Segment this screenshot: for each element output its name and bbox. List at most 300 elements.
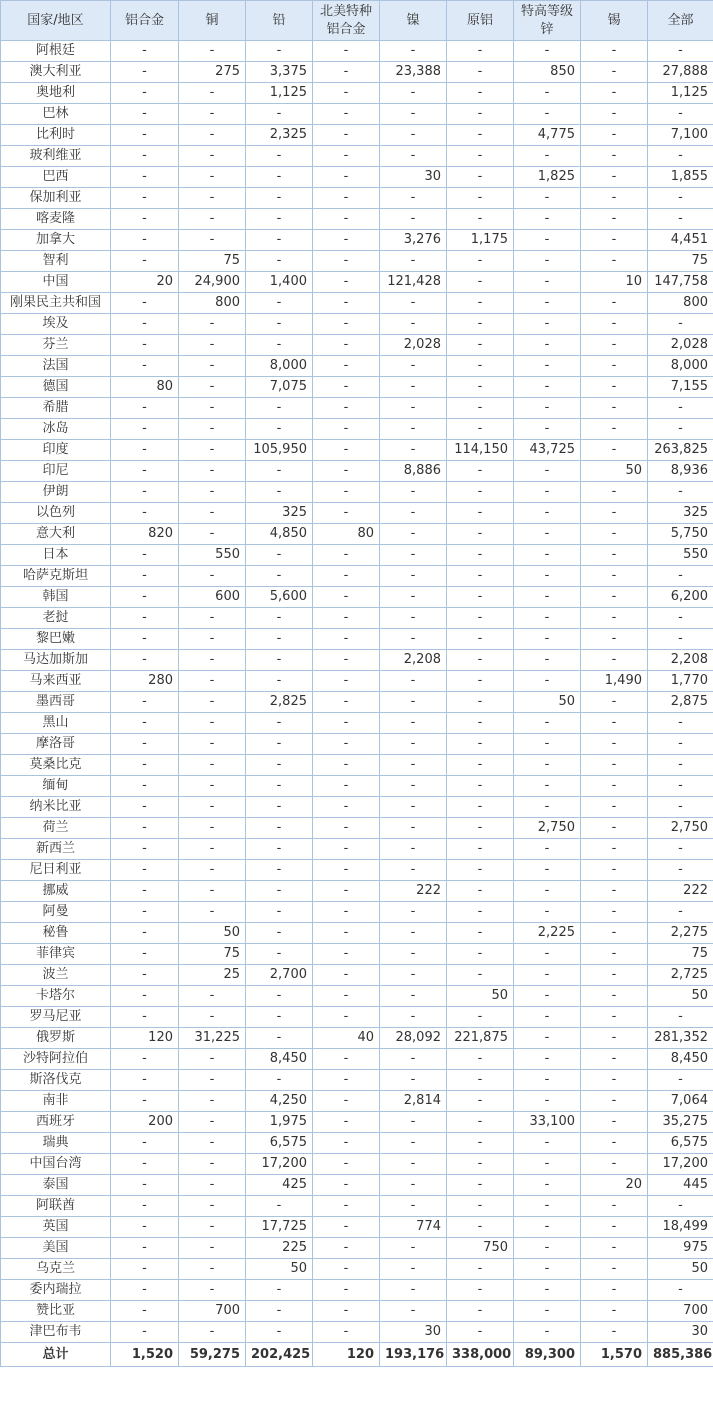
- value-cell: -: [514, 545, 581, 566]
- value-cell: -: [246, 293, 313, 314]
- table-row: [1, 734, 713, 755]
- value-cell: -: [111, 209, 179, 230]
- value-cell: -: [648, 398, 713, 419]
- value-cell: -: [179, 524, 246, 545]
- value-cell: -: [514, 965, 581, 986]
- country-cell: 刚果民主共和国: [1, 293, 111, 314]
- column-header: 原铝: [447, 1, 514, 41]
- table-row: [1, 713, 713, 734]
- value-cell: 2,750: [648, 818, 713, 839]
- value-cell: -: [179, 41, 246, 62]
- value-cell: -: [111, 755, 179, 776]
- value-cell: -: [447, 944, 514, 965]
- value-cell: -: [111, 482, 179, 503]
- table-row: [1, 629, 713, 650]
- table-row: [1, 41, 713, 62]
- value-cell: -: [514, 650, 581, 671]
- value-cell: -: [581, 629, 648, 650]
- total-label: 总计: [1, 1343, 111, 1367]
- value-cell: -: [447, 419, 514, 440]
- value-cell: -: [514, 503, 581, 524]
- value-cell: -: [246, 1070, 313, 1091]
- value-cell: -: [581, 188, 648, 209]
- value-cell: -: [246, 608, 313, 629]
- value-cell: -: [648, 1007, 713, 1028]
- total-value-cell: 1,570: [581, 1343, 648, 1367]
- country-cell: 沙特阿拉伯: [1, 1049, 111, 1070]
- value-cell: -: [581, 1154, 648, 1175]
- value-cell: -: [313, 1112, 380, 1133]
- table-row: [1, 461, 713, 482]
- value-cell: -: [246, 671, 313, 692]
- country-cell: 比利时: [1, 125, 111, 146]
- value-cell: -: [648, 188, 713, 209]
- value-cell: 1,855: [648, 167, 713, 188]
- country-cell: 玻利维亚: [1, 146, 111, 167]
- value-cell: -: [313, 167, 380, 188]
- value-cell: -: [380, 818, 447, 839]
- value-cell: -: [313, 1280, 380, 1301]
- value-cell: -: [380, 503, 447, 524]
- value-cell: -: [581, 230, 648, 251]
- value-cell: -: [179, 482, 246, 503]
- value-cell: -: [447, 293, 514, 314]
- value-cell: 281,352: [648, 1028, 713, 1049]
- value-cell: -: [380, 776, 447, 797]
- value-cell: -: [380, 146, 447, 167]
- value-cell: -: [514, 1196, 581, 1217]
- value-cell: -: [313, 965, 380, 986]
- country-cell: 法国: [1, 356, 111, 377]
- value-cell: -: [313, 1175, 380, 1196]
- value-cell: -: [447, 1322, 514, 1343]
- value-cell: 1,770: [648, 671, 713, 692]
- value-cell: -: [313, 650, 380, 671]
- value-cell: -: [111, 629, 179, 650]
- value-cell: -: [179, 230, 246, 251]
- value-cell: 30: [648, 1322, 713, 1343]
- table-row: [1, 188, 713, 209]
- value-cell: 4,775: [514, 125, 581, 146]
- column-header: 国家/地区: [1, 1, 111, 41]
- value-cell: -: [581, 734, 648, 755]
- value-cell: -: [581, 944, 648, 965]
- total-value-cell: 120: [313, 1343, 380, 1367]
- value-cell: -: [581, 1301, 648, 1322]
- value-cell: -: [447, 902, 514, 923]
- value-cell: -: [581, 545, 648, 566]
- country-cell: 纳米比亚: [1, 797, 111, 818]
- value-cell: -: [111, 503, 179, 524]
- value-cell: -: [179, 608, 246, 629]
- value-cell: -: [179, 83, 246, 104]
- table-row: [1, 1133, 713, 1154]
- table-row: [1, 251, 713, 272]
- value-cell: -: [447, 146, 514, 167]
- value-cell: -: [313, 1196, 380, 1217]
- value-cell: 4,451: [648, 230, 713, 251]
- table-row: [1, 293, 713, 314]
- value-cell: -: [581, 1133, 648, 1154]
- column-header: 铜: [179, 1, 246, 41]
- value-cell: 6,575: [246, 1133, 313, 1154]
- value-cell: 120: [111, 1028, 179, 1049]
- value-cell: -: [447, 524, 514, 545]
- value-cell: 2,208: [648, 650, 713, 671]
- value-cell: -: [514, 860, 581, 881]
- value-cell: -: [380, 524, 447, 545]
- value-cell: -: [179, 860, 246, 881]
- table-row: [1, 167, 713, 188]
- table-row: [1, 797, 713, 818]
- value-cell: -: [380, 1070, 447, 1091]
- country-cell: 莫桑比克: [1, 755, 111, 776]
- country-cell: 喀麦隆: [1, 209, 111, 230]
- value-cell: -: [313, 755, 380, 776]
- value-cell: -: [514, 230, 581, 251]
- value-cell: -: [246, 398, 313, 419]
- value-cell: -: [581, 440, 648, 461]
- value-cell: -: [313, 566, 380, 587]
- value-cell: -: [447, 209, 514, 230]
- value-cell: 50: [648, 1259, 713, 1280]
- country-cell: 南非: [1, 1091, 111, 1112]
- value-cell: -: [380, 83, 447, 104]
- value-cell: -: [447, 1091, 514, 1112]
- value-cell: -: [246, 335, 313, 356]
- value-cell: -: [447, 503, 514, 524]
- value-cell: -: [514, 293, 581, 314]
- value-cell: -: [111, 818, 179, 839]
- value-cell: -: [246, 902, 313, 923]
- value-cell: -: [380, 1154, 447, 1175]
- value-cell: -: [581, 1280, 648, 1301]
- value-cell: 325: [648, 503, 713, 524]
- value-cell: -: [380, 209, 447, 230]
- value-cell: -: [447, 965, 514, 986]
- value-cell: 7,075: [246, 377, 313, 398]
- table-row: [1, 860, 713, 881]
- header-row: [1, 1, 713, 41]
- value-cell: -: [514, 713, 581, 734]
- value-cell: -: [179, 1049, 246, 1070]
- value-cell: 774: [380, 1217, 447, 1238]
- country-cell: 中国台湾: [1, 1154, 111, 1175]
- value-cell: 750: [447, 1238, 514, 1259]
- value-cell: -: [179, 629, 246, 650]
- value-cell: -: [111, 440, 179, 461]
- value-cell: -: [111, 965, 179, 986]
- value-cell: 600: [179, 587, 246, 608]
- value-cell: -: [380, 104, 447, 125]
- value-cell: -: [514, 902, 581, 923]
- value-cell: -: [246, 755, 313, 776]
- value-cell: -: [246, 251, 313, 272]
- value-cell: -: [380, 251, 447, 272]
- value-cell: -: [380, 1112, 447, 1133]
- country-cell: 墨西哥: [1, 692, 111, 713]
- value-cell: -: [648, 734, 713, 755]
- value-cell: -: [380, 41, 447, 62]
- table-row: [1, 776, 713, 797]
- value-cell: -: [581, 41, 648, 62]
- total-value-cell: 1,520: [111, 1343, 179, 1367]
- value-cell: -: [313, 671, 380, 692]
- value-cell: -: [380, 923, 447, 944]
- table-row: [1, 125, 713, 146]
- value-cell: -: [179, 167, 246, 188]
- value-cell: -: [111, 1280, 179, 1301]
- value-cell: -: [246, 629, 313, 650]
- value-cell: 280: [111, 671, 179, 692]
- value-cell: -: [179, 671, 246, 692]
- value-cell: -: [447, 566, 514, 587]
- table-row: [1, 608, 713, 629]
- value-cell: 6,200: [648, 587, 713, 608]
- country-cell: 阿根廷: [1, 41, 111, 62]
- value-cell: -: [380, 440, 447, 461]
- value-cell: -: [179, 1196, 246, 1217]
- value-cell: -: [313, 503, 380, 524]
- value-cell: -: [447, 734, 514, 755]
- country-cell: 摩洛哥: [1, 734, 111, 755]
- value-cell: -: [313, 1154, 380, 1175]
- value-cell: -: [246, 1028, 313, 1049]
- value-cell: -: [179, 419, 246, 440]
- value-cell: -: [313, 608, 380, 629]
- value-cell: -: [179, 356, 246, 377]
- value-cell: -: [648, 1070, 713, 1091]
- value-cell: -: [447, 377, 514, 398]
- value-cell: -: [380, 188, 447, 209]
- value-cell: -: [380, 608, 447, 629]
- value-cell: -: [380, 986, 447, 1007]
- value-cell: 6,575: [648, 1133, 713, 1154]
- value-cell: -: [111, 1175, 179, 1196]
- value-cell: -: [648, 1280, 713, 1301]
- value-cell: -: [380, 377, 447, 398]
- value-cell: -: [581, 923, 648, 944]
- value-cell: -: [581, 398, 648, 419]
- value-cell: -: [447, 83, 514, 104]
- value-cell: -: [447, 356, 514, 377]
- value-cell: 2,700: [246, 965, 313, 986]
- value-cell: -: [111, 650, 179, 671]
- value-cell: 1,400: [246, 272, 313, 293]
- value-cell: -: [179, 440, 246, 461]
- value-cell: -: [313, 797, 380, 818]
- value-cell: -: [246, 1322, 313, 1343]
- value-cell: -: [514, 1322, 581, 1343]
- value-cell: -: [179, 755, 246, 776]
- value-cell: -: [313, 41, 380, 62]
- value-cell: -: [447, 881, 514, 902]
- table-row: [1, 1028, 713, 1049]
- value-cell: 27,888: [648, 62, 713, 83]
- value-cell: -: [246, 923, 313, 944]
- country-cell: 巴西: [1, 167, 111, 188]
- value-cell: -: [581, 797, 648, 818]
- value-cell: -: [111, 1154, 179, 1175]
- value-cell: -: [514, 1133, 581, 1154]
- value-cell: -: [581, 755, 648, 776]
- value-cell: -: [648, 1196, 713, 1217]
- table-row: [1, 398, 713, 419]
- country-cell: 芬兰: [1, 335, 111, 356]
- value-cell: -: [313, 692, 380, 713]
- value-cell: -: [581, 1196, 648, 1217]
- value-cell: -: [514, 797, 581, 818]
- value-cell: -: [313, 125, 380, 146]
- value-cell: -: [514, 83, 581, 104]
- value-cell: -: [447, 1175, 514, 1196]
- country-cell: 冰岛: [1, 419, 111, 440]
- value-cell: -: [246, 188, 313, 209]
- value-cell: 8,000: [648, 356, 713, 377]
- table-row: [1, 587, 713, 608]
- column-header: 特高等级锌: [514, 1, 581, 41]
- value-cell: -: [447, 251, 514, 272]
- value-cell: -: [246, 104, 313, 125]
- value-cell: -: [514, 41, 581, 62]
- value-cell: -: [447, 125, 514, 146]
- value-cell: 17,200: [648, 1154, 713, 1175]
- value-cell: -: [246, 881, 313, 902]
- value-cell: 5,600: [246, 587, 313, 608]
- value-cell: -: [514, 587, 581, 608]
- value-cell: 31,225: [179, 1028, 246, 1049]
- country-cell: 希腊: [1, 398, 111, 419]
- value-cell: 8,450: [246, 1049, 313, 1070]
- value-cell: -: [313, 1259, 380, 1280]
- value-cell: -: [313, 839, 380, 860]
- value-cell: -: [447, 776, 514, 797]
- value-cell: 1,825: [514, 167, 581, 188]
- value-cell: -: [581, 713, 648, 734]
- table-row: [1, 1112, 713, 1133]
- value-cell: -: [581, 335, 648, 356]
- value-cell: -: [246, 461, 313, 482]
- value-cell: -: [111, 419, 179, 440]
- value-cell: -: [111, 608, 179, 629]
- value-cell: 820: [111, 524, 179, 545]
- value-cell: 425: [246, 1175, 313, 1196]
- value-cell: -: [581, 566, 648, 587]
- value-cell: -: [246, 230, 313, 251]
- value-cell: -: [313, 1238, 380, 1259]
- value-cell: -: [447, 1301, 514, 1322]
- value-cell: -: [648, 776, 713, 797]
- value-cell: 700: [179, 1301, 246, 1322]
- value-cell: -: [313, 251, 380, 272]
- value-cell: 105,950: [246, 440, 313, 461]
- table-row: [1, 1280, 713, 1301]
- value-cell: -: [313, 734, 380, 755]
- table-header: [1, 1, 713, 41]
- value-cell: -: [179, 1238, 246, 1259]
- value-cell: 550: [179, 545, 246, 566]
- value-cell: -: [514, 104, 581, 125]
- country-cell: 泰国: [1, 1175, 111, 1196]
- value-cell: -: [313, 860, 380, 881]
- value-cell: -: [313, 776, 380, 797]
- value-cell: -: [648, 41, 713, 62]
- value-cell: -: [313, 902, 380, 923]
- value-cell: -: [179, 398, 246, 419]
- value-cell: 25: [179, 965, 246, 986]
- value-cell: -: [111, 104, 179, 125]
- total-value-cell: 885,386: [648, 1343, 713, 1367]
- value-cell: -: [380, 1196, 447, 1217]
- value-cell: -: [447, 1049, 514, 1070]
- table-row: [1, 818, 713, 839]
- table-row: [1, 566, 713, 587]
- table-row: [1, 482, 713, 503]
- value-cell: 2,325: [246, 125, 313, 146]
- value-cell: 7,155: [648, 377, 713, 398]
- value-cell: 222: [648, 881, 713, 902]
- country-cell: 德国: [1, 377, 111, 398]
- value-cell: -: [514, 671, 581, 692]
- value-cell: -: [514, 839, 581, 860]
- value-cell: -: [581, 1049, 648, 1070]
- value-cell: 8,936: [648, 461, 713, 482]
- value-cell: -: [111, 1049, 179, 1070]
- value-cell: -: [648, 209, 713, 230]
- value-cell: -: [648, 713, 713, 734]
- value-cell: -: [111, 398, 179, 419]
- value-cell: -: [581, 419, 648, 440]
- table-row: [1, 965, 713, 986]
- country-cell: 印尼: [1, 461, 111, 482]
- value-cell: -: [514, 524, 581, 545]
- value-cell: -: [313, 146, 380, 167]
- value-cell: -: [313, 83, 380, 104]
- value-cell: -: [313, 377, 380, 398]
- table-row: [1, 692, 713, 713]
- value-cell: -: [514, 1259, 581, 1280]
- country-cell: 哈萨克斯坦: [1, 566, 111, 587]
- value-cell: -: [447, 461, 514, 482]
- value-cell: -: [380, 482, 447, 503]
- value-cell: -: [380, 1007, 447, 1028]
- value-cell: -: [380, 1133, 447, 1154]
- value-cell: -: [111, 923, 179, 944]
- value-cell: -: [581, 167, 648, 188]
- country-cell: 秘鲁: [1, 923, 111, 944]
- value-cell: 17,725: [246, 1217, 313, 1238]
- value-cell: -: [179, 566, 246, 587]
- value-cell: -: [313, 293, 380, 314]
- value-cell: -: [111, 587, 179, 608]
- value-cell: 221,875: [447, 1028, 514, 1049]
- value-cell: -: [179, 1091, 246, 1112]
- value-cell: -: [581, 83, 648, 104]
- value-cell: 263,825: [648, 440, 713, 461]
- table-row: [1, 335, 713, 356]
- value-cell: -: [447, 671, 514, 692]
- country-cell: 埃及: [1, 314, 111, 335]
- table-row: [1, 419, 713, 440]
- value-cell: -: [313, 209, 380, 230]
- value-cell: -: [581, 881, 648, 902]
- table-row: [1, 1070, 713, 1091]
- value-cell: -: [111, 986, 179, 1007]
- value-cell: -: [581, 377, 648, 398]
- country-cell: 阿曼: [1, 902, 111, 923]
- country-cell: 英国: [1, 1217, 111, 1238]
- value-cell: -: [514, 1070, 581, 1091]
